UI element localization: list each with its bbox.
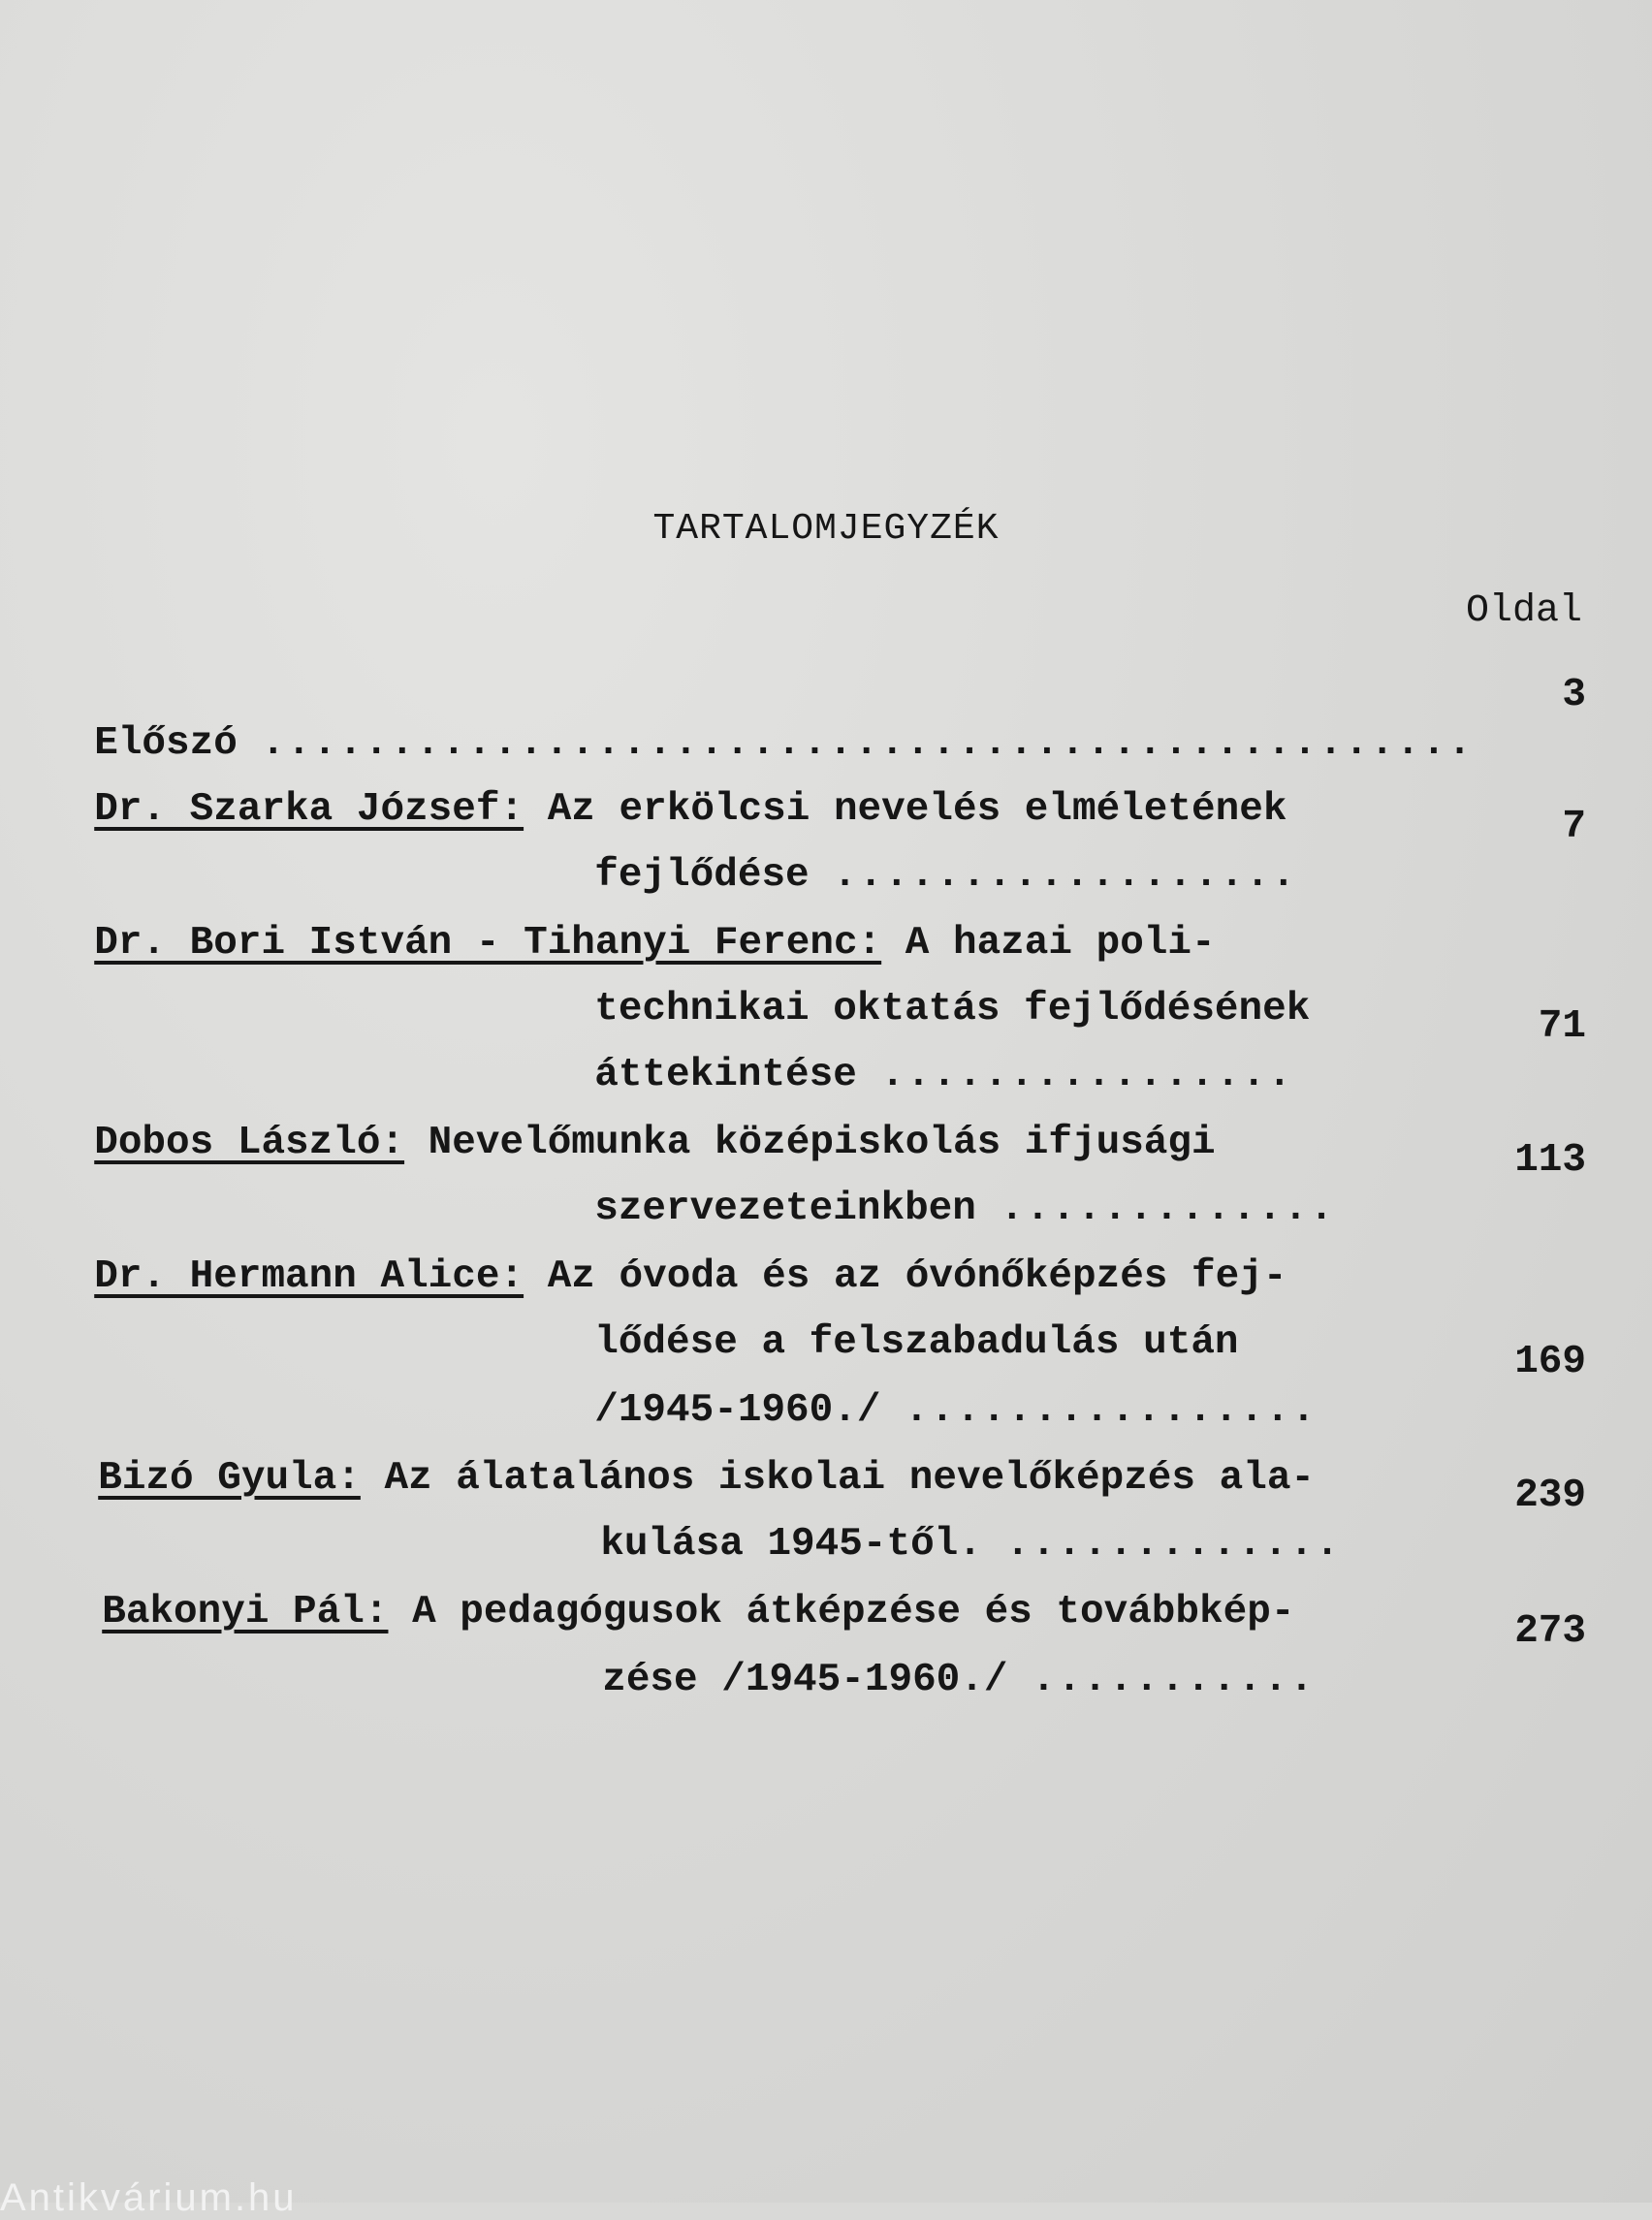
entry-title: szervezeteinkben — [594, 1187, 1001, 1231]
entry-title: Az álatalános iskolai nevelőképzés ala- — [360, 1456, 1316, 1501]
entry-title: lődése a felszabadulás után — [594, 1320, 1239, 1365]
entry-title: Előszó — [94, 721, 262, 766]
entry-title: Nevelőmunka középiskolás ifjusági — [404, 1121, 1216, 1165]
leader-dots: ............. — [1000, 1187, 1336, 1231]
toc-entry-6-line-2 — [555, 1607, 1316, 1704]
leader-dots: ............. — [1005, 1522, 1342, 1567]
entry-title: áttekintése — [594, 1053, 881, 1097]
page-number: 71 — [1538, 1004, 1586, 1049]
page-number: 169 — [1514, 1340, 1586, 1384]
entry-author: Bizó Gyula: — [98, 1456, 361, 1501]
entry-author: Bakonyi Pál: — [102, 1590, 389, 1634]
entry-title: kulása 1945-től. — [600, 1522, 1006, 1567]
page-number: 7 — [1562, 805, 1586, 849]
entry-title: technikai oktatás fejlődésének — [594, 987, 1311, 1031]
leader-dots: .................. — [833, 853, 1298, 898]
entry-title: zése /1945-1960./ — [602, 1658, 1032, 1702]
page-number: 113 — [1514, 1138, 1586, 1183]
leader-dots: ................ — [880, 1053, 1294, 1097]
entry-author: Dr. Hermann Alice: — [94, 1254, 524, 1299]
page-title: TARTALOMJEGYZÉK — [652, 508, 1000, 550]
entry-title: fejlődése — [594, 853, 834, 898]
entry-author: Dobos László: — [94, 1121, 405, 1165]
page-number: 3 — [1562, 673, 1586, 717]
watermark: Antikvárium.hu — [0, 2176, 298, 2219]
leader-dots: ........... — [1032, 1658, 1316, 1702]
entry-title: Az erkölcsi nevelés elméletének — [524, 787, 1287, 832]
entry-title: A hazai poli- — [881, 921, 1216, 966]
entry-author: Dr. Szarka József: — [94, 787, 524, 832]
entry-title: Az óvoda és az óvónőképzés fej- — [524, 1254, 1287, 1299]
page-number: 273 — [1514, 1609, 1586, 1654]
entry-author: Dr. Bori István - Tihanyi Ferenc: — [94, 921, 882, 966]
page-column-header: Oldal — [1465, 589, 1582, 633]
entry-title: /1945-1960./ — [594, 1388, 905, 1433]
page-number: 239 — [1514, 1474, 1586, 1518]
leader-dots: ................ — [905, 1388, 1318, 1433]
entry-title: A pedagógusok átképzése és továbbkép- — [388, 1590, 1295, 1634]
leader-dots: ............................................... — [261, 721, 1474, 766]
